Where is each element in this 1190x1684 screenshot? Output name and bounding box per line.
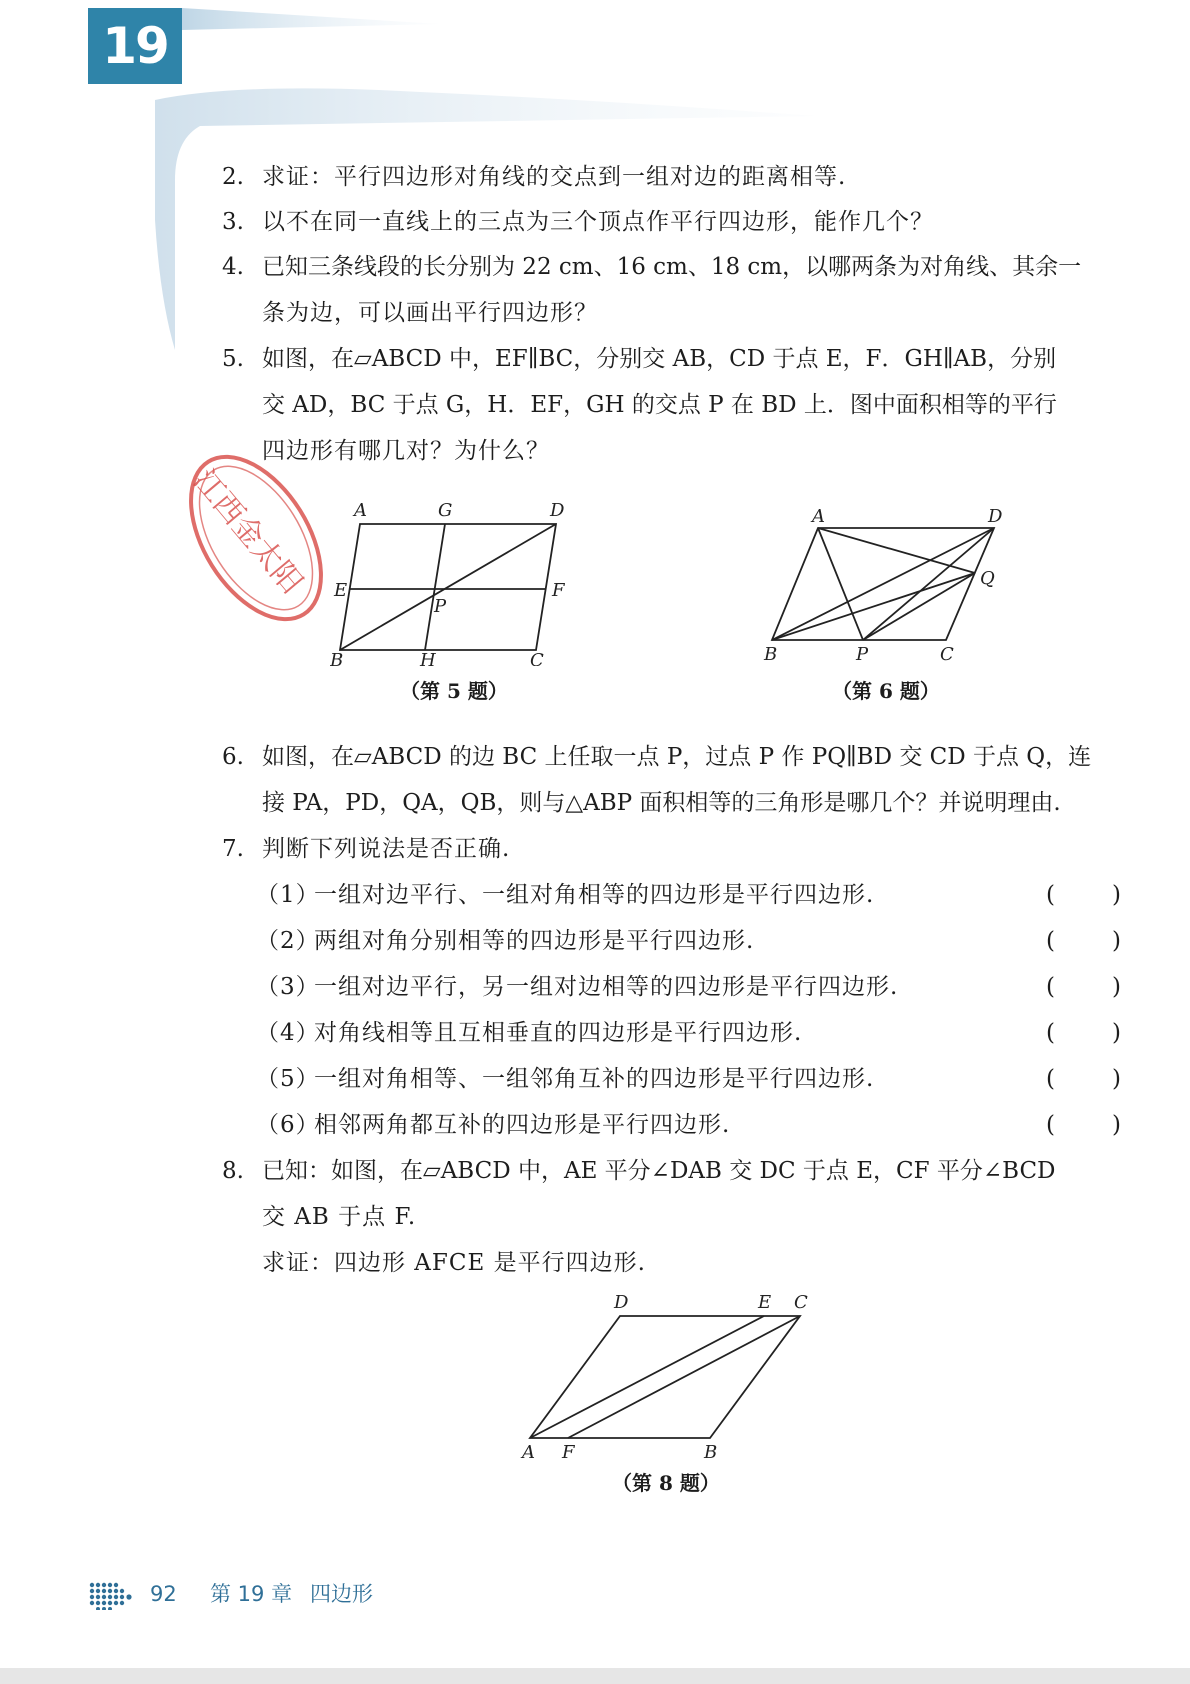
paren-close: )	[1112, 974, 1121, 1000]
problem-2-number: 2.	[222, 164, 244, 190]
judgement-item-label: （4）	[256, 1020, 320, 1046]
paren-close: )	[1112, 928, 1121, 954]
fig6-label-a: A	[812, 506, 825, 527]
paren-open: (	[1046, 882, 1055, 908]
fig5-label-b: B	[330, 650, 344, 666]
fig6-label-q: Q	[980, 568, 995, 589]
paren-close: )	[1112, 882, 1121, 908]
paren-close: )	[1112, 1066, 1121, 1092]
judgement-item-label: （6）	[256, 1112, 320, 1138]
fig8-label-e: E	[758, 1292, 772, 1313]
problem-5-number: 5.	[222, 346, 244, 372]
problem-8-line-1: 已知：如图，在▱ABCD 中，AE 平分∠DAB 交 DC 于点 E，CF 平分∠BCD	[262, 1158, 1056, 1184]
figure-8	[520, 1292, 820, 1462]
figure-5-caption: （第 5 题）	[400, 679, 508, 703]
figure-6-caption: （第 6 题）	[832, 679, 940, 703]
fig6-label-b: B	[764, 644, 778, 665]
judgement-item-label: （3）	[256, 974, 320, 1000]
fig5-label-c: C	[530, 650, 544, 666]
fig6-label-p: P	[856, 644, 869, 665]
fig5-label-e: E	[334, 580, 348, 601]
fig5-label-h: H	[420, 650, 436, 666]
fig8-label-f: F	[562, 1442, 575, 1462]
problem-6-number: 6.	[222, 744, 244, 770]
fig5-label-a: A	[354, 500, 367, 521]
judgement-item-text: 对角线相等且互相垂直的四边形是平行四边形.	[314, 1020, 803, 1046]
fig5-label-d: D	[550, 500, 565, 521]
paren-open: (	[1046, 1112, 1055, 1138]
problem-6-line-2: 接 PA，PD，QA，QB，则与△ABP 面积相等的三角形是哪几个？并说明理由.	[262, 790, 1061, 816]
page-number: 92	[150, 1582, 177, 1606]
paren-open: (	[1046, 1066, 1055, 1092]
paren-open: (	[1046, 928, 1055, 954]
bottom-strip	[0, 1668, 1190, 1684]
problem-6-line-1: 如图，在▱ABCD 的边 BC 上任取一点 P，过点 P 作 PQ∥BD 交 CD 于点 Q，连	[262, 744, 1092, 770]
fig8-label-b: B	[704, 1442, 718, 1462]
figure-5	[330, 496, 570, 666]
problem-5-line-3: 四边形有哪几对？为什么？	[262, 438, 550, 464]
problem-3-number: 3.	[222, 209, 244, 235]
problem-5-line-2: 交 AD，BC 于点 G，H．EF，GH 的交点 P 在 BD 上．图中面积相等的平行	[262, 392, 1057, 418]
problem-3-text: 以不在同一直线上的三点为三个顶点作平行四边形，能作几个？	[262, 209, 934, 235]
judgement-item-text: 一组对边平行、一组对角相等的四边形是平行四边形.	[314, 882, 875, 908]
paren-open: (	[1046, 974, 1055, 1000]
problem-4-number: 4.	[222, 254, 244, 280]
svg-text:江西金太阳: 江西金太阳	[186, 463, 310, 601]
problem-8-line-2: 交 AB 于点 F.	[262, 1204, 417, 1230]
seal-stamp	[176, 438, 336, 638]
judgement-item-text: 两组对角分别相等的四边形是平行四边形.	[314, 928, 755, 954]
judgement-item-text: 相邻两角都互补的四边形是平行四边形.	[314, 1112, 731, 1138]
paren-close: )	[1112, 1020, 1121, 1046]
judgement-item-text: 一组对边平行，另一组对边相等的四边形是平行四边形.	[314, 974, 899, 1000]
problem-7-number: 7.	[222, 836, 244, 862]
fig8-label-a: A	[522, 1442, 535, 1462]
problem-2-text: 求证：平行四边形对角线的交点到一组对边的距离相等.	[262, 164, 847, 190]
problem-4-line-2: 条为边，可以画出平行四边形？	[262, 300, 598, 326]
fig6-label-d: D	[988, 506, 1003, 527]
footer-title: 四边形	[310, 1582, 373, 1606]
figure-8-caption: （第 8 题）	[612, 1471, 720, 1495]
fig6-label-c: C	[940, 644, 954, 665]
fig5-label-p: P	[434, 596, 447, 617]
figure-6	[762, 500, 1012, 670]
problem-4-line-1: 已知三条线段的长分别为 22 cm、16 cm、18 cm，以哪两条为对角线、其余一	[262, 254, 1082, 280]
fig5-label-g: G	[438, 500, 453, 521]
problem-8-line-3: 求证：四边形 AFCE 是平行四边形.	[262, 1250, 646, 1276]
judgement-item-label: （2）	[256, 928, 320, 954]
problem-7-text: 判断下列说法是否正确.	[262, 836, 511, 862]
judgement-item-label: （5）	[256, 1066, 320, 1092]
footer-chapter: 第 19 章	[210, 1582, 293, 1606]
judgement-item-text: 一组对角相等、一组邻角互补的四边形是平行四边形.	[314, 1066, 875, 1092]
paren-open: (	[1046, 1020, 1055, 1046]
judgement-item-label: （1）	[256, 882, 320, 908]
fig5-label-f: F	[552, 580, 565, 601]
problem-8-number: 8.	[222, 1158, 244, 1184]
fig8-label-c: C	[794, 1292, 808, 1313]
paren-close: )	[1112, 1112, 1121, 1138]
fig8-label-d: D	[614, 1292, 629, 1313]
problem-5-line-1: 如图，在▱ABCD 中，EF∥BC，分别交 AB，CD 于点 E，F．GH∥AB，分别	[262, 346, 1057, 372]
chapter-badge: 19	[88, 8, 182, 84]
dot-grid-icon	[88, 1580, 138, 1610]
